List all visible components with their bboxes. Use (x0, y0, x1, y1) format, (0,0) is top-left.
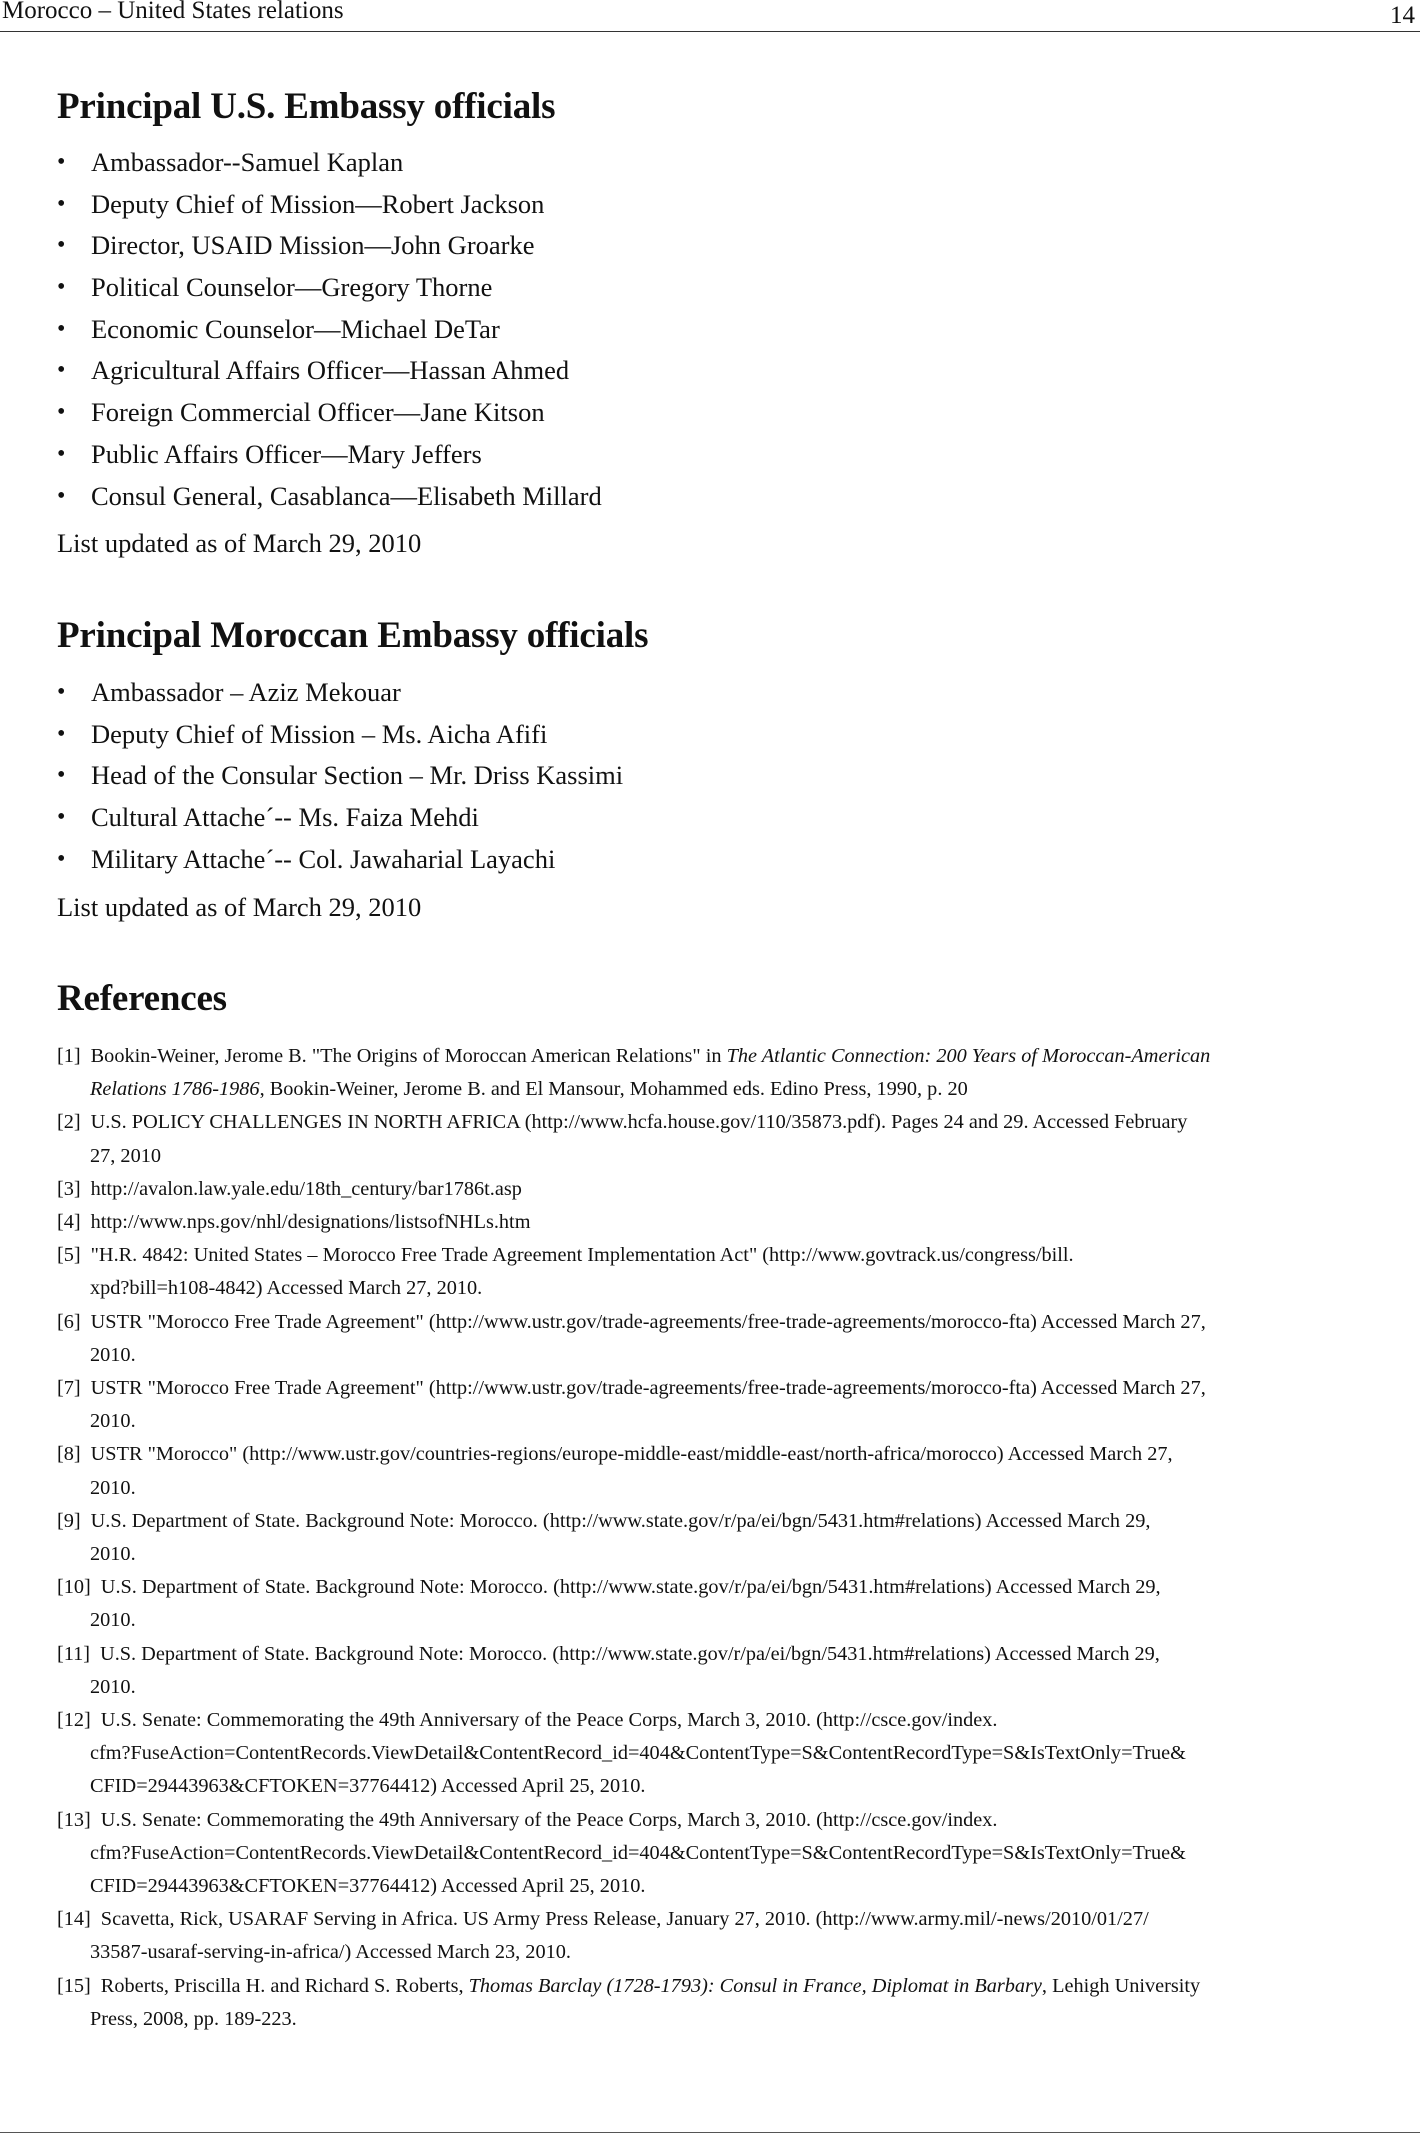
list-item: • Deputy Chief of Mission—Robert Jackson (57, 184, 602, 226)
reference-link-text[interactable]: U.S. POLICY CHALLENGES IN NORTH AFRICA (http://www.hcfa.house.gov/110/35873.pdf). Pages 24 and 29. Accessed February (90, 1111, 1188, 1134)
reference-link-text[interactable]: U.S. Department of State. Background Note: Morocco. (http://www.state.gov/r/pa/ei/bgn/5431.htm#relations) Accessed March 29, (90, 1509, 1151, 1532)
moroccan-officials-list (57, 672, 623, 880)
list-item: • Consul General, Casablanca—Elisabeth Millard (57, 476, 602, 518)
list-item: • Deputy Chief of Mission – Ms. Aicha Afifi (57, 714, 623, 756)
reference-number: [10] (57, 1576, 91, 1599)
reference-item: [14] Scavetta, Rick, USARAF Serving in Africa. US Army Press Release, January 27, 2010. (http://www.army.mil/-news/2010/01/27/ 33587-usaraf-serving-in-africa/) Accessed March 23, 2010. (57, 1908, 1149, 1964)
list-item: • Director, USAID Mission—John Groarke (57, 225, 602, 267)
reference-number: [5] (57, 1244, 81, 1267)
reference-number: [4] (57, 1211, 81, 1234)
reference-link-text[interactable]: U.S. Department of State. Background Note: Morocco. (http://www.state.gov/r/pa/ei/bgn/5431.htm#relations) Accessed March 29, (100, 1642, 1160, 1665)
reference-item: [1] Bookin-Weiner, Jerome B. "The Origins of Moroccan American Relations" in The Atlantic Connection: 200 Years of Moroccan-American Relations 1786-1986, Bookin-Weiner, Jerome B. and El Mansour, Mohammed eds. Edino Press, 1990, p. 20 (57, 1045, 1211, 1101)
moroccan-list-updated-note: List updated as of March 29, 2010 (57, 892, 422, 922)
reference-number: [7] (57, 1377, 81, 1400)
reference-number: [6] (57, 1310, 81, 1333)
reference-link[interactable]: http://avalon.law.yale.edu/18th_century/bar1786t.asp (90, 1177, 522, 1200)
moroccan-officials-heading: Principal Moroccan Embassy officials (57, 615, 649, 656)
us-officials-list (57, 142, 602, 517)
footer-rule (0, 2132, 1420, 2133)
reference-link-text[interactable]: USTR "Morocco Free Trade Agreement" (http://www.ustr.gov/trade-agreements/free-trade-agreements/morocco-fta) Accessed March 27, (90, 1377, 1206, 1400)
reference-link-text[interactable]: USTR "Morocco Free Trade Agreement" (http://www.ustr.gov/trade-agreements/free-trade-agreements/morocco-fta) Accessed March 27, (90, 1310, 1206, 1333)
reference-item: [13] U.S. Senate: Commemorating the 49th Anniversary of the Peace Corps, March 3, 2010. (http://csce.gov/index. cfm?FuseAction=ContentRecords.ViewDetail&ContentRecord_id=404&ContentType=S&ContentRecordType=S&IsTextOnly=True& CFID=29443963&CFTOKEN=37764412) Accessed April 25, 2010. (57, 1808, 1186, 1898)
reference-number: [8] (57, 1443, 81, 1466)
reference-link-text[interactable]: "H.R. 4842: United States – Morocco Free Trade Agreement Implementation Act" (http://www.govtrack.us/congress/bill. (90, 1244, 1074, 1267)
page-header (0, 0, 1420, 32)
list-item: • Ambassador--Samuel Kaplan (57, 142, 602, 184)
reference-item: [7] USTR "Morocco Free Trade Agreement" (http://www.ustr.gov/trade-agreements/free-trade-agreements/morocco-fta) Accessed March 27, 2010. (57, 1377, 1206, 1433)
reference-number: [12] (57, 1709, 91, 1732)
reference-item: [15] Roberts, Priscilla H. and Richard S. Roberts, Thomas Barclay (1728-1793): Consul in France, Diplomat in Barbary, Lehigh University Press, 2008, pp. 189-223. (57, 1974, 1201, 2030)
reference-number: [1] (57, 1045, 81, 1067)
list-item: • Ambassador – Aziz Mekouar (57, 672, 623, 714)
reference-link-text[interactable]: U.S. Senate: Commemorating the 49th Anniversary of the Peace Corps, March 3, 2010. (http://csce.gov/index. (100, 1709, 998, 1732)
list-item: • Foreign Commercial Officer—Jane Kitson (57, 392, 602, 434)
reference-number: [11] (57, 1642, 91, 1665)
list-item: • Economic Counselor—Michael DeTar (57, 309, 602, 351)
reference-item (57, 1173, 1347, 1206)
references-list (57, 1040, 1347, 2036)
reference-item: [9] U.S. Department of State. Background Note: Morocco. (http://www.state.gov/r/pa/ei/bgn/5431.htm#relations) Accessed March 29, 2010. (57, 1509, 1151, 1566)
page-number: 14 (1390, 2, 1415, 29)
reference-number: [15] (57, 1974, 91, 1997)
reference-item: [10] U.S. Department of State. Background Note: Morocco. (http://www.state.gov/r/pa/ei/bgn/5431.htm#relations) Accessed March 29, 2010. (57, 1576, 1161, 1632)
us-list-updated-note: List updated as of March 29, 2010 (57, 528, 422, 558)
list-item: • Head of the Consular Section – Mr. Driss Kassimi (57, 755, 623, 797)
reference-item: [5] "H.R. 4842: United States – Morocco Free Trade Agreement Implementation Act" (http://www.govtrack.us/congress/bill. xpd?bill=h108-4842) Accessed March 27, 2010. (57, 1244, 1074, 1300)
reference-link-text[interactable]: U.S. Department of State. Background Note: Morocco. (http://www.state.gov/r/pa/ei/bgn/5431.htm#relations) Accessed March 29, (100, 1576, 1161, 1599)
reference-number: [3] (57, 1177, 81, 1200)
reference-link[interactable]: http://www.nps.gov/nhl/designations/listsofNHLs.htm (90, 1211, 531, 1234)
references-heading: References (57, 978, 227, 1019)
reference-link-text[interactable]: Scavetta, Rick, USARAF Serving in Africa. US Army Press Release, January 27, 2010. (http://www.army.mil/-news/2010/01/27/ (100, 1908, 1149, 1931)
reference-item: [8] USTR "Morocco" (http://www.ustr.gov/countries-regions/europe-middle-east/middle-east/north-africa/morocco) Accessed March 27, 2010. (57, 1443, 1173, 1499)
running-title: Morocco – United States relations (2, 0, 344, 24)
reference-number: [13] (57, 1808, 91, 1831)
reference-item: [6] USTR "Morocco Free Trade Agreement" (http://www.ustr.gov/trade-agreements/free-trade-agreements/morocco-fta) Accessed March 27, 2010. (57, 1310, 1206, 1366)
reference-number: [2] (57, 1111, 81, 1134)
us-officials-heading: Principal U.S. Embassy officials (57, 86, 556, 127)
reference-item: [12] U.S. Senate: Commemorating the 49th Anniversary of the Peace Corps, March 3, 2010. (http://csce.gov/index. cfm?FuseAction=ContentRecords.ViewDetail&ContentRecord_id=404&ContentType=S&ContentRecordType=S&IsTextOnly=True& CFID=29443963&CFTOKEN=37764412) Accessed April 25, 2010. (57, 1709, 1186, 1798)
reference-number: [14] (57, 1908, 91, 1931)
reference-number: [9] (57, 1509, 81, 1532)
list-item: • Agricultural Affairs Officer—Hassan Ahmed (57, 350, 602, 392)
reference-item (57, 1206, 1347, 1239)
reference-link-text[interactable]: U.S. Senate: Commemorating the 49th Anniversary of the Peace Corps, March 3, 2010. (http://csce.gov/index. (100, 1808, 998, 1831)
list-item: • Political Counselor—Gregory Thorne (57, 267, 602, 309)
reference-item: [11] U.S. Department of State. Background Note: Morocco. (http://www.state.gov/r/pa/ei/bgn/5431.htm#relations) Accessed March 29, 2010. (57, 1642, 1160, 1698)
reference-link-text[interactable]: USTR "Morocco" (http://www.ustr.gov/countries-regions/europe-middle-east/middle-east/north-africa/morocco) Accessed March 27, (90, 1443, 1173, 1466)
list-item: • Cultural Attache´-- Ms. Faiza Mehdi (57, 797, 623, 839)
list-item: • Public Affairs Officer—Mary Jeffers (57, 434, 602, 476)
reference-item: [2] U.S. POLICY CHALLENGES IN NORTH AFRICA (http://www.hcfa.house.gov/110/35873.pdf). Pages 24 and 29. Accessed February 27, 2010 (57, 1111, 1188, 1167)
list-item: • Military Attache´-- Col. Jawaharial Layachi (57, 839, 623, 881)
